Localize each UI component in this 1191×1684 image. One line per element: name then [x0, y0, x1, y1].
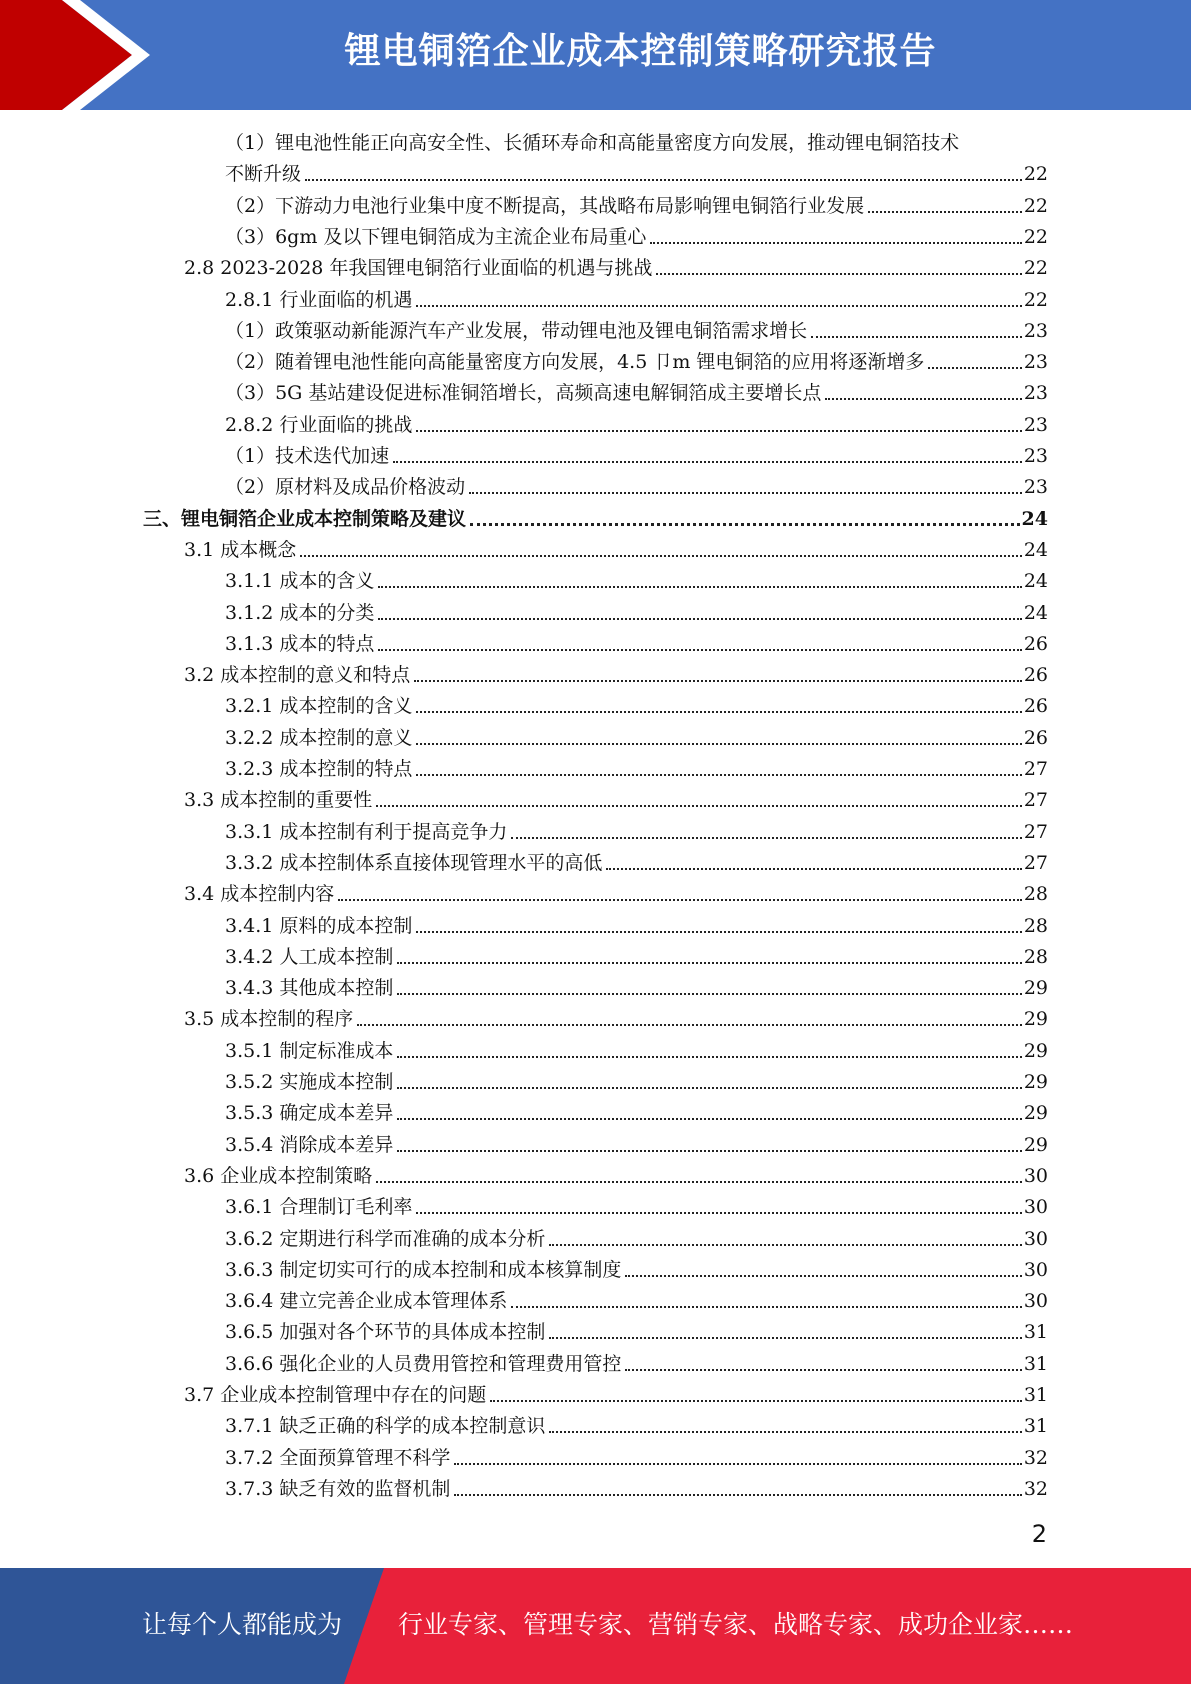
footer-slogan-right: 行业专家、管理专家、营销专家、战略专家、成功企业家…… — [398, 1610, 1074, 1639]
toc-entry-text: 3.1.2 成本的分类 — [225, 601, 375, 624]
toc-entry[interactable] — [0, 1067, 1191, 1097]
header-red-arrow — [0, 0, 132, 110]
toc-page-number: 26 — [1023, 726, 1048, 749]
toc-page-number: 28 — [1023, 914, 1048, 937]
toc-entry-text: 三、锂电铜箔企业成本控制策略及建议 — [143, 507, 467, 530]
toc-entry[interactable] — [0, 1286, 1191, 1316]
toc-entry-text: 3.1.1 成本的含义 — [225, 570, 375, 593]
toc-dot-leader — [397, 1117, 1021, 1120]
toc-page-number: 31 — [1023, 1415, 1048, 1438]
toc-dot-leader — [416, 429, 1021, 432]
toc-entry-text: 3.6.6 强化企业的人员费用管控和管理费用管控 — [225, 1352, 622, 1375]
report-title: 锂电铜箔企业成本控制策略研究报告 — [344, 31, 937, 72]
toc-entry-text: 3.6.2 定期进行科学而准确的成本分析 — [225, 1227, 546, 1250]
toc-entry[interactable] — [0, 1098, 1191, 1128]
toc-entry[interactable] — [0, 1130, 1191, 1160]
toc-page-number: 27 — [1023, 758, 1048, 780]
toc-page-number: 26 — [1023, 632, 1048, 655]
toc-page-number: 30 — [1023, 1258, 1048, 1281]
toc-dot-leader — [606, 867, 1021, 870]
toc-entry[interactable] — [0, 1349, 1191, 1379]
toc-page-number: 29 — [1023, 1133, 1048, 1156]
toc-entry[interactable] — [0, 911, 1191, 941]
toc-dot-leader — [511, 1305, 1021, 1308]
toc-entry-text: 3.2.1 成本控制的含义 — [225, 695, 413, 718]
toc-page-number: 22 — [1023, 257, 1048, 280]
toc-entry[interactable] — [0, 1317, 1191, 1347]
toc-page-number: 23 — [1023, 319, 1048, 342]
toc-page-number: 28 — [1023, 945, 1048, 968]
toc-entry[interactable] — [0, 1411, 1191, 1441]
toc-dot-leader — [416, 773, 1021, 776]
toc-entry[interactable] — [0, 378, 1191, 408]
toc-entry-text: （3）6gm 及以下锂电铜箔成为主流企业布局重心 — [225, 225, 647, 248]
toc-entry-text: 3.6.5 加强对各个环节的具体成本控制 — [225, 1321, 546, 1344]
page-header — [0, 0, 1191, 110]
toc-dot-leader — [397, 1055, 1021, 1058]
toc-entry[interactable] — [0, 535, 1191, 565]
toc-dot-leader — [416, 1211, 1021, 1214]
toc-entry-text: 3.7.3 缺乏有效的监督机制 — [225, 1477, 451, 1500]
toc-entry-text: 2.8.2 行业面临的挑战 — [225, 413, 413, 436]
toc-entry-text: 3.2.3 成本控制的特点 — [225, 758, 413, 780]
toc-entry-text: 3.1 成本概念 — [184, 538, 297, 561]
toc-entry[interactable] — [0, 253, 1191, 283]
toc-entry[interactable] — [0, 1192, 1191, 1222]
toc-dot-leader — [811, 335, 1022, 338]
toc-dot-leader — [416, 304, 1021, 307]
toc-page-number: 22 — [1023, 225, 1048, 248]
toc-entry-text: 3.3 成本控制的重要性 — [184, 789, 373, 812]
toc-entry-text: 3.4 成本控制内容 — [184, 883, 335, 906]
toc-dot-leader — [825, 397, 1021, 400]
toc-entry[interactable] — [0, 191, 1191, 221]
toc-dot-leader — [650, 241, 1021, 244]
toc-page-number: 23 — [1023, 445, 1048, 467]
toc-page-number: 27 — [1023, 789, 1048, 812]
toc-entry-text: 3.7.1 缺乏正确的科学的成本控制意识 — [225, 1415, 546, 1438]
toc-entry[interactable] — [0, 754, 1191, 784]
toc-dot-leader — [397, 992, 1021, 995]
toc-dot-leader — [928, 366, 1021, 369]
toc-dot-leader — [625, 1368, 1021, 1371]
toc-dot-leader — [376, 1180, 1022, 1183]
toc-entry-text: 3.5.1 制定标准成本 — [225, 1039, 394, 1062]
toc-dot-leader — [490, 1399, 1022, 1402]
toc-entry-text: （1）技术迭代加速 — [225, 445, 390, 467]
toc-page-number: 28 — [1023, 883, 1048, 906]
toc-entry[interactable] — [0, 817, 1191, 847]
toc-entry[interactable] — [0, 347, 1191, 377]
toc-page-number: 32 — [1023, 1477, 1048, 1500]
toc-entry-text: 3.6 企业成本控制策略 — [184, 1164, 373, 1187]
toc-entry-text: 3.3.1 成本控制有利于提高竞争力 — [225, 820, 508, 843]
toc-entry[interactable] — [0, 316, 1191, 346]
toc-entry[interactable] — [0, 1380, 1191, 1410]
toc-dot-leader — [454, 1462, 1021, 1465]
toc-entry[interactable] — [0, 566, 1191, 596]
toc-entry-text: 不断升级 — [225, 163, 302, 186]
toc-dot-leader — [397, 1149, 1021, 1152]
toc-entry[interactable] — [0, 1004, 1191, 1034]
toc-dot-leader — [338, 898, 1022, 901]
toc-page-number: 23 — [1023, 351, 1048, 374]
toc-entry[interactable] — [0, 598, 1191, 628]
footer-slogan-left: 让每个人都能成为 — [142, 1610, 343, 1639]
toc-entry[interactable] — [0, 973, 1191, 1003]
toc-entry-text: 3.5 成本控制的程序 — [184, 1008, 354, 1031]
toc-page-number: 32 — [1023, 1446, 1048, 1469]
page-footer — [0, 1568, 1191, 1684]
toc-page-number: 30 — [1023, 1227, 1048, 1250]
toc-entry-text: 3.4.1 原料的成本控制 — [225, 914, 413, 937]
toc-entry-text: 3.6.3 制定切实可行的成本控制和成本核算制度 — [225, 1258, 622, 1281]
toc-entry-text: 3.5.2 实施成本控制 — [225, 1071, 394, 1093]
toc-entry-text: 3.6.4 建立完善企业成本管理体系 — [225, 1290, 508, 1313]
toc-page-number: 26 — [1023, 695, 1048, 718]
toc-entry[interactable] — [0, 848, 1191, 878]
toc-page-number: 30 — [1023, 1290, 1048, 1313]
toc-dot-leader — [416, 742, 1021, 745]
toc-entry-text: 3.4.3 其他成本控制 — [225, 977, 394, 1000]
toc-entry-text: 3.4.2 人工成本控制 — [225, 945, 394, 968]
page-number: 2 — [1031, 1520, 1047, 1548]
toc-page-number: 29 — [1023, 1071, 1048, 1093]
toc-entry[interactable] — [0, 879, 1191, 909]
toc-dot-leader — [549, 1430, 1021, 1433]
toc-entry-text: 3.5.3 确定成本差异 — [225, 1102, 394, 1125]
toc-entry[interactable] — [0, 410, 1191, 440]
toc-entry-text: 3.2 成本控制的意义和特点 — [184, 664, 411, 687]
toc-entry[interactable] — [0, 785, 1191, 815]
toc-dot-leader — [305, 178, 1022, 181]
toc-dot-leader — [378, 648, 1021, 651]
toc-page-number: 31 — [1023, 1384, 1048, 1406]
toc-entry[interactable] — [0, 723, 1191, 753]
toc-page-number: 29 — [1023, 977, 1048, 1000]
toc-entry-text: （2）下游动力电池行业集中度不断提高，其战略布局影响锂电铜箔行业发展 — [225, 194, 865, 217]
toc-dot-leader — [393, 460, 1022, 463]
toc-entry[interactable] — [0, 472, 1191, 502]
toc-entry-text: 2.8 2023-2028 年我国锂电铜箔行业面临的机遇与挑战 — [184, 257, 653, 280]
toc-entry-text: （2）原材料及成品价格波动 — [225, 476, 466, 499]
toc-dot-leader — [656, 272, 1021, 275]
toc-dot-leader — [357, 1023, 1022, 1026]
toc-entry[interactable] — [0, 1255, 1191, 1285]
toc-page-number: 22 — [1023, 288, 1048, 311]
toc-page-number: 27 — [1023, 820, 1048, 843]
toc-dot-leader — [511, 836, 1021, 839]
toc-page-number: 22 — [1023, 163, 1048, 186]
toc-entry[interactable] — [0, 222, 1191, 252]
toc-page-number: 22 — [1023, 194, 1048, 217]
toc-page-number: 23 — [1023, 476, 1048, 499]
toc-entry[interactable] — [0, 285, 1191, 315]
toc-entry[interactable] — [0, 1036, 1191, 1066]
toc-entry-text: 2.8.1 行业面临的机遇 — [225, 288, 413, 311]
toc-dot-leader — [868, 210, 1022, 213]
toc-dot-leader — [469, 491, 1022, 494]
toc-dot-leader — [378, 585, 1021, 588]
toc-page-number: 24 — [1021, 507, 1048, 530]
toc-page-number: 31 — [1023, 1321, 1048, 1344]
toc-entry[interactable] — [0, 441, 1191, 471]
toc-page-number: 24 — [1023, 570, 1048, 593]
toc-entry-text: 3.7.2 全面预算管理不科学 — [225, 1446, 451, 1469]
toc-entry[interactable] — [0, 1443, 1191, 1473]
toc-page-number: 26 — [1023, 664, 1048, 687]
toc-entry-text: （3）5G 基站建设促进标准铜箔增长，高频高速电解铜箔成主要增长点 — [225, 382, 822, 405]
toc-dot-leader — [549, 1336, 1021, 1339]
toc-page-number: 30 — [1023, 1164, 1048, 1187]
toc-dot-leader — [416, 710, 1021, 713]
toc-entry[interactable] — [0, 159, 1191, 189]
toc-chapter-entry[interactable] — [0, 504, 1191, 534]
toc-entry[interactable] — [0, 942, 1191, 972]
toc-entry-text: 3.7 企业成本控制管理中存在的问题 — [184, 1384, 487, 1406]
toc-page-number: 24 — [1023, 601, 1048, 624]
toc-page-number: 29 — [1023, 1008, 1048, 1031]
toc-dot-leader — [414, 679, 1022, 682]
toc-dot-leader — [549, 1243, 1021, 1246]
toc-entry-text: 3.1.3 成本的特点 — [225, 632, 375, 655]
toc-entry[interactable] — [0, 691, 1191, 721]
toc-entry[interactable] — [0, 1474, 1191, 1504]
toc-dot-leader — [454, 1493, 1021, 1496]
toc-page-number: 24 — [1023, 538, 1048, 561]
toc-entry[interactable] — [0, 629, 1191, 659]
toc-page-number: 27 — [1023, 851, 1048, 874]
toc-entry[interactable] — [0, 1224, 1191, 1254]
toc-entry-text: （1）政策驱动新能源汽车产业发展，带动锂电池及锂电铜箔需求增长 — [225, 319, 808, 342]
toc-entry[interactable] — [0, 1161, 1191, 1191]
toc-entry-text: （2）随着锂电池性能向高能量密度方向发展，4.5 卩m 锂电铜箔的应用将逐渐增多 — [225, 351, 925, 374]
toc-entry-text: （1）锂电池性能正向高安全性、长循环寿命和高能量密度方向发展，推动锂电铜箔技术 — [225, 132, 960, 154]
toc-page-number: 23 — [1023, 382, 1048, 405]
toc-entry-text: 3.2.2 成本控制的意义 — [225, 726, 413, 749]
toc-dot-leader — [397, 1086, 1021, 1089]
toc-entry-text: 3.5.4 消除成本差异 — [225, 1133, 394, 1156]
toc-dot-leader — [416, 930, 1021, 933]
toc-page-number: 29 — [1023, 1102, 1048, 1125]
toc-dot-leader — [376, 804, 1022, 807]
toc-page-number: 29 — [1023, 1039, 1048, 1062]
toc-dot-leader — [397, 961, 1021, 964]
toc-entry-text: 3.3.2 成本控制体系直接体现管理水平的高低 — [225, 851, 603, 874]
toc-dot-leader — [300, 554, 1022, 557]
toc-entry[interactable] — [0, 660, 1191, 690]
toc-page-number: 23 — [1023, 413, 1048, 436]
toc-dot-leader — [625, 1274, 1021, 1277]
toc-dot-leader — [470, 522, 1020, 526]
toc-page-number: 31 — [1023, 1352, 1048, 1375]
toc-dot-leader — [378, 617, 1021, 620]
toc-page-number: 30 — [1023, 1196, 1048, 1219]
toc-entry-text: 3.6.1 合理制订毛利率 — [225, 1196, 413, 1219]
